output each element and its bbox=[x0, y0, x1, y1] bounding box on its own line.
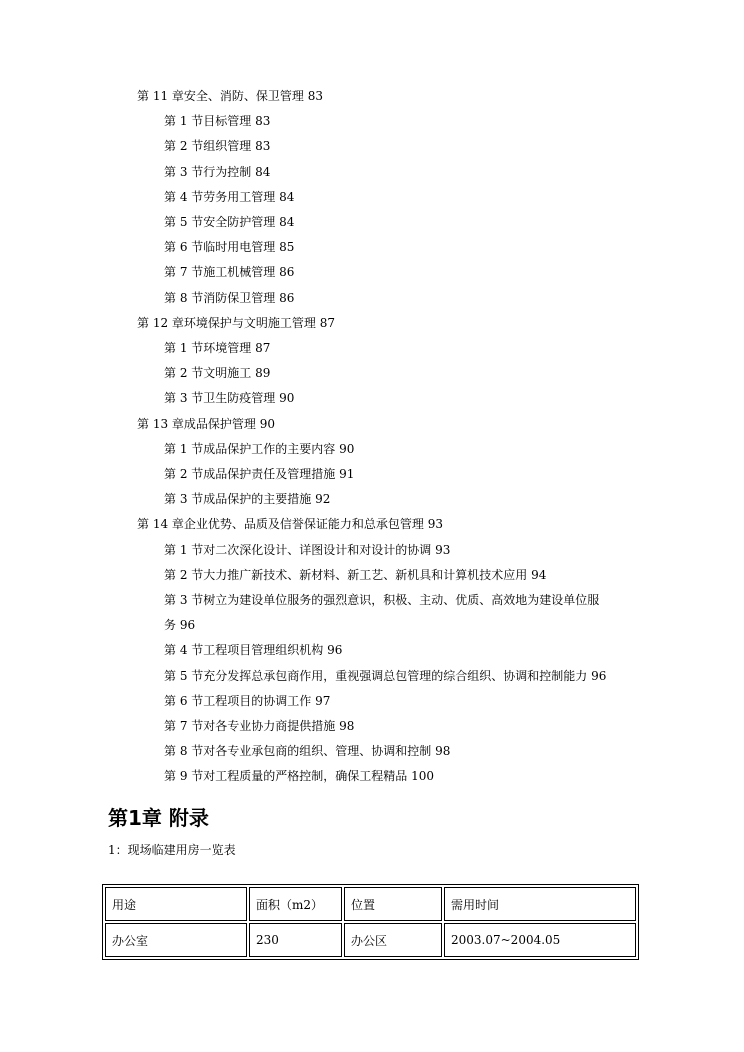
toc-section-entry: 第 2 节组织管理 83 bbox=[164, 139, 271, 154]
toc-section-entry: 第 2 节成品保护责任及管理措施 91 bbox=[164, 467, 355, 481]
toc-section-entry: 第 8 节消防保卫管理 86 bbox=[164, 290, 295, 305]
header-cell-area: 面积（m2） bbox=[249, 887, 342, 921]
toc-chapter-entry: 第 13 章成品保护管理 90 bbox=[137, 416, 275, 431]
header-cell-location: 位置 bbox=[344, 887, 442, 921]
toc-section-entry: 第 2 节文明施工 89 bbox=[164, 366, 271, 381]
toc-section-entry: 第 3 节成品保护的主要措施 92 bbox=[164, 492, 331, 507]
cell-area: 230 bbox=[249, 923, 342, 957]
appendix-heading: 第1章 附录 bbox=[108, 806, 209, 830]
toc-section-entry: 第 2 节大力推广新技术、新材料、新工艺、新机具和计算机技术应用 94 bbox=[164, 567, 547, 582]
toc-section-entry: 第 1 节成品保护工作的主要内容 90 bbox=[164, 441, 355, 456]
appendix-subtitle: 1：现场临建用房一览表 bbox=[108, 843, 236, 857]
toc-section-entry: 第 7 节施工机械管理 86 bbox=[164, 265, 295, 280]
toc-section-entry: 第 5 节安全防护管理 84 bbox=[164, 215, 295, 229]
toc-chapter-entry: 第 11 章安全、消防、保卫管理 83 bbox=[137, 89, 323, 103]
toc-section-entry: 第 7 节对各专业协力商提供措施 98 bbox=[164, 719, 355, 733]
cell-usage: 办公室 bbox=[105, 923, 247, 957]
toc-chapter-entry: 第 14 章企业优势、品质及信誉保证能力和总承包管理 93 bbox=[137, 517, 443, 532]
toc-section-entry: 第 1 节目标管理 83 bbox=[164, 114, 271, 129]
toc-section-entry: 第 4 节工程项目管理组织机构 96 bbox=[164, 643, 343, 658]
table-row bbox=[105, 923, 636, 957]
table-header-row bbox=[105, 887, 636, 921]
header-cell-time: 需用时间 bbox=[444, 887, 636, 921]
toc-section-entry: 第 3 节树立为建设单位服务的强烈意识，积极、主动、优质、高效地为建设单位服 bbox=[164, 593, 600, 607]
toc-section-entry: 务 96 bbox=[164, 618, 196, 633]
cell-location: 办公区 bbox=[344, 923, 442, 957]
temporary-housing-table bbox=[102, 884, 639, 960]
toc-section-entry: 第 4 节劳务用工管理 84 bbox=[164, 189, 295, 204]
toc-section-entry: 第 5 节充分发挥总承包商作用，重视强调总包管理的综合组织、协调和控制能力 96 bbox=[164, 668, 607, 683]
toc-section-entry: 第 6 节工程项目的协调工作 97 bbox=[164, 693, 331, 708]
toc-section-entry: 第 6 节临时用电管理 85 bbox=[164, 240, 295, 255]
header-cell-usage: 用途 bbox=[105, 887, 247, 921]
toc-section-entry: 第 9 节对工程质量的严格控制，确保工程精品 100 bbox=[164, 769, 434, 784]
cell-time: 2003.07~2004.05 bbox=[444, 923, 636, 957]
toc-chapter-entry: 第 12 章环境保护与文明施工管理 87 bbox=[137, 315, 335, 330]
toc-section-entry: 第 3 节行为控制 84 bbox=[164, 164, 271, 179]
toc-section-entry: 第 3 节卫生防疫管理 90 bbox=[164, 391, 295, 406]
toc-section-entry: 第 1 节对二次深化设计、详图设计和对设计的协调 93 bbox=[164, 542, 451, 557]
toc-section-entry: 第 1 节环境管理 87 bbox=[164, 341, 271, 355]
toc-section-entry: 第 8 节对各专业承包商的组织、管理、协调和控制 98 bbox=[164, 744, 451, 759]
